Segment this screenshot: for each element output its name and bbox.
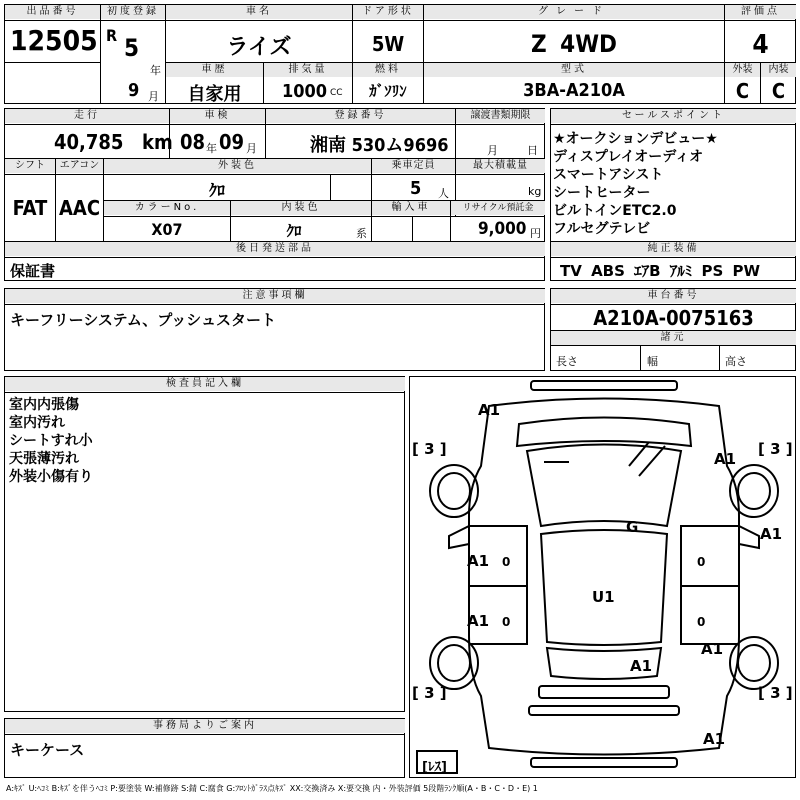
aircon-label: エアコン [56, 159, 103, 173]
damage-mark: A1 [760, 525, 783, 543]
mileage-unit: km [142, 130, 173, 154]
color-number-label: カラーNo. [104, 201, 230, 215]
specs-label: 諸元 [551, 331, 796, 345]
load-unit: kg [528, 185, 542, 198]
chassis-number: A210A-0075163 [593, 306, 754, 330]
damage-mark: A1 [467, 552, 490, 570]
spare-tire-mark: [ﾚｽ] [422, 760, 447, 775]
name-label: 車名 [166, 5, 352, 19]
first-reg-label: 初度登録 [101, 5, 165, 19]
recycle-label: リサイクル預託金 [451, 201, 545, 215]
later-parts-label: 後日発送部品 [5, 242, 545, 256]
chassis-label: 車台番号 [551, 289, 796, 303]
import-label: 輸入車 [372, 201, 450, 215]
lot-label: 出品番号 [5, 5, 100, 19]
cc-unit: CC [330, 88, 343, 98]
svg-text:0: 0 [697, 555, 706, 569]
length-label: 長さ [556, 355, 578, 368]
grade-label: グレード [424, 5, 724, 19]
interior-color: ｸﾛ [286, 222, 302, 240]
exterior-color: ｸﾛ [208, 181, 225, 200]
svg-text:0: 0 [697, 615, 706, 629]
shift-label: シフト [5, 159, 55, 173]
inspection-year: 08 [180, 130, 206, 154]
door-type: 5W [371, 32, 405, 56]
fuel-label: 燃料 [353, 63, 423, 77]
history: 自家用 [187, 84, 242, 105]
capacity-unit: 人 [438, 187, 449, 200]
damage-mark: A1 [714, 450, 737, 468]
color-number: X07 [151, 220, 183, 239]
capacity-label: 乗車定員 [372, 159, 455, 173]
month-unit: 月 [148, 90, 159, 103]
front-right-tire-mark: [ 3 ] [758, 440, 793, 458]
inspection-label: 車検 [170, 109, 265, 123]
plate-label: 登録番号 [266, 109, 455, 123]
score: 4 [752, 30, 769, 60]
later-parts: 保証書 [10, 262, 56, 280]
ext-label: 外装 [725, 63, 760, 77]
rear-bumper-bottom [531, 758, 677, 767]
year-number: 5 [124, 34, 140, 62]
sales-point: フルセグテレビ [553, 221, 651, 237]
width-label: 幅 [647, 355, 658, 368]
inspector-note: 外装小傷有り [9, 469, 93, 485]
inspector-notes [9, 396, 93, 486]
inspection-year-unit: 年 [206, 142, 217, 155]
rear-left-tire-mark: [ 3 ] [412, 684, 447, 702]
inspection-month: 09 [219, 130, 245, 154]
caution-text: キーフリーシステム、プッシュスタート [10, 311, 276, 329]
mileage: 40,785 [54, 130, 124, 154]
sales-point: ディスプレイオーディオ [553, 149, 704, 165]
dent-mark: U1 [592, 588, 615, 606]
svg-text:0: 0 [502, 615, 511, 629]
front-left-tire-mark: [ 3 ] [412, 440, 447, 458]
damage-mark: A1 [467, 612, 490, 630]
door-label: ドア形状 [353, 5, 423, 19]
right-rear-door [681, 586, 739, 644]
year-unit: 年 [150, 64, 161, 77]
plate-number: 湘南 530ム9696 [310, 135, 449, 156]
height-label: 高さ [725, 355, 747, 368]
rear-bumper [539, 686, 669, 698]
windshield [527, 445, 681, 527]
caution-label: 注意事項欄 [5, 289, 545, 303]
windshield-chip-mark: G [626, 518, 639, 536]
sales-point: ★オークションデビュー★ [553, 131, 718, 147]
recycle-fee: 9,000 [478, 219, 527, 239]
cc-label: 排気量 [264, 63, 352, 77]
inspector-note: 天張薄汚れ [9, 451, 79, 467]
month-number: 9 [128, 80, 140, 101]
equipment: TV ABS ｴｱB ｱﾙﾐ PS PW [560, 262, 761, 280]
damage-mark: A1 [703, 730, 726, 748]
history-label: 車歴 [166, 63, 263, 77]
displacement: 1000 [282, 81, 328, 102]
right-front-door [681, 526, 739, 586]
score-label: 評価点 [725, 5, 796, 19]
transfer-label: 譲渡書類期限 [456, 109, 545, 123]
svg-text:0: 0 [502, 555, 511, 569]
transfer-day-unit: 日 [527, 144, 538, 157]
transfer-month-unit: 月 [487, 144, 498, 157]
rear-bumper-lower [529, 706, 679, 715]
int-label: 内装 [761, 63, 796, 77]
color-label: 外装色 [104, 159, 371, 173]
sales-point: ビルトインETC2.0 [553, 203, 677, 219]
legend: A:ｷｽﾞ U:ﾍｺﾐ B:ｷｽﾞを伴うﾍｺﾐ P:要塗装 W:補修跡 S:錆 C:腐食 G:ﾌﾛﾝﾄｶﾞﾗｽ点ｷｽﾞ XX:交換済み X:要交換 内・外装評価 5段階ﾗﾝｸ順(A・B・C・D・E) 1 [6, 784, 538, 793]
load-label: 最大積載量 [456, 159, 545, 173]
grade: Z 4WD [531, 30, 617, 58]
body-outline [469, 399, 739, 755]
aircon: AAC [58, 196, 101, 220]
sales-point: スマートアシスト [553, 167, 664, 183]
sales-points-list [553, 130, 718, 238]
damage-mark: A1 [701, 640, 724, 658]
sales-point: シートヒーター [553, 185, 651, 201]
fuel: ｶﾞｿﾘﾝ [369, 82, 407, 100]
capacity: 5 [410, 178, 422, 199]
office-text: キーケース [10, 741, 85, 759]
sales-points-label: セールスポイント [551, 109, 796, 123]
inspection-month-unit: 月 [246, 142, 257, 155]
inspector-note: シートすれ小 [9, 433, 93, 449]
interior-color-label: 内装色 [231, 201, 371, 215]
rear-right-tire-mark: [ 3 ] [758, 684, 793, 702]
inspector-label: 検査員記入欄 [5, 377, 405, 391]
equipment-label: 純正装備 [551, 242, 796, 256]
model-label: 型式 [424, 63, 724, 77]
car-diagram [409, 376, 796, 778]
inspector-note: 室内内張傷 [9, 397, 79, 413]
car-name: ライズ [226, 35, 292, 60]
office-label: 事務局よりご案内 [5, 719, 405, 733]
mileage-label: 走行 [5, 109, 169, 123]
era: R [106, 26, 118, 45]
hood [517, 418, 691, 447]
damage-mark: A1 [478, 401, 501, 419]
ext-grade: C [735, 79, 750, 103]
shift: FAT [12, 196, 48, 220]
lot-number: 12505 [10, 24, 98, 57]
int-grade: C [771, 79, 786, 103]
recycle-unit: 円 [530, 227, 541, 240]
inspector-note: 室内汚れ [9, 415, 65, 431]
front-bumper-strip [531, 381, 677, 390]
model-code: 3BA-A210A [523, 80, 625, 101]
damage-mark: A1 [630, 657, 653, 675]
interior-color-unit: 系 [356, 227, 367, 240]
